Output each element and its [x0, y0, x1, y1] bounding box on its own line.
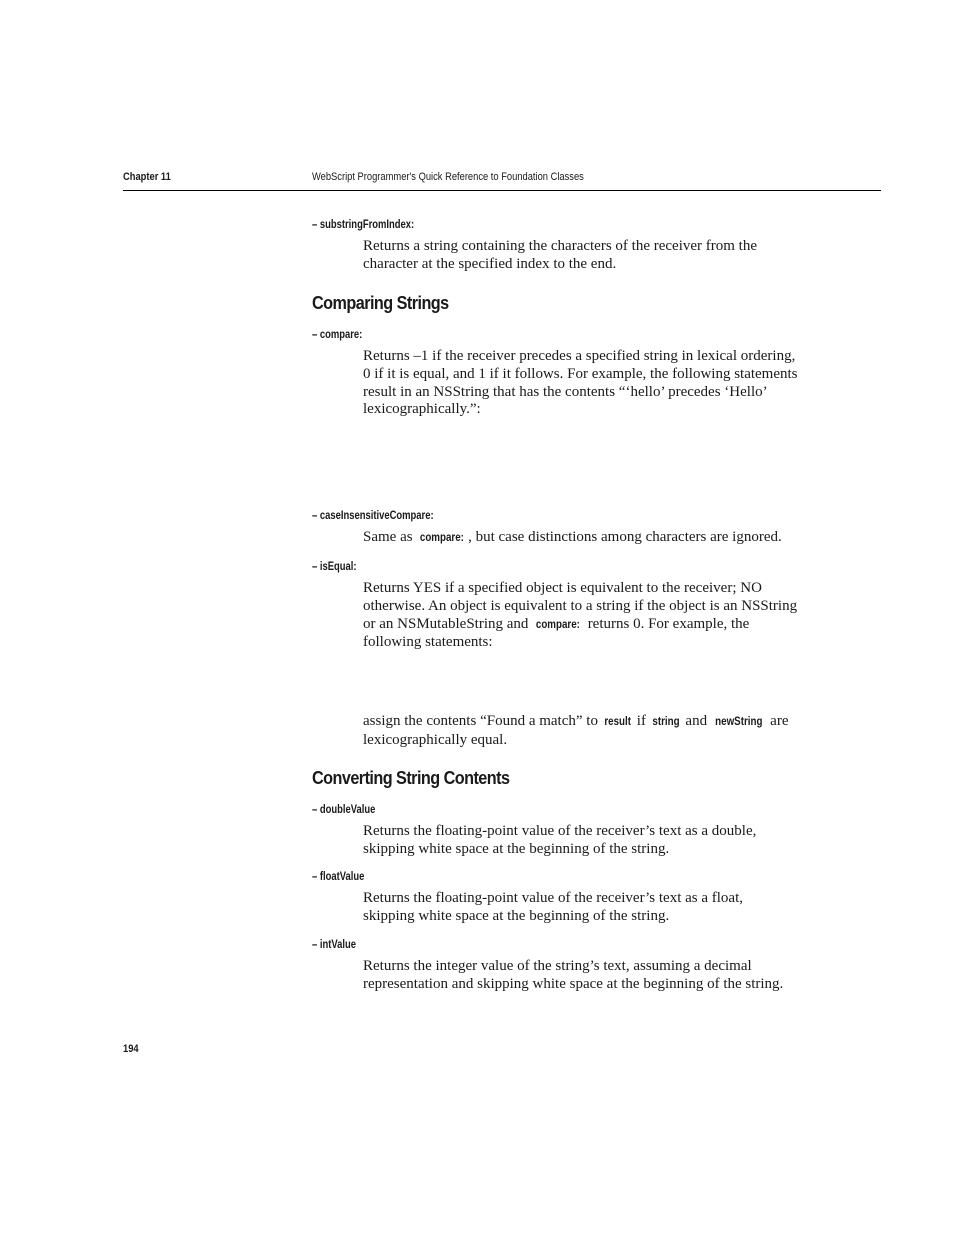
desc-doubleValue: Returns the floating-point value of the receiver’s text as a double, skipping white space at the beginning of the string.	[363, 823, 757, 857]
method-doubleValue: – doubleValue	[312, 804, 376, 816]
method-substringFromIndex: – substringFromIndex:	[312, 219, 415, 231]
desc-isEqual-continued: assign the contents “Found a match” to result if string and newString are lexicographically equal.	[363, 713, 789, 748]
inline-code: newString	[714, 716, 763, 728]
section-heading-converting: Converting String Contents	[312, 768, 510, 788]
method-intValue: – intValue	[312, 939, 357, 951]
page-number: 194	[123, 1043, 139, 1055]
desc-floatValue: Returns the floating-point value of the receiver’s text as a float, skipping white space at the beginning of the string.	[363, 890, 744, 924]
method-caseInsensitiveCompare: – caseInsensitiveCompare:	[312, 510, 434, 522]
running-header-chapter: Chapter 11	[123, 171, 171, 183]
header-rule	[123, 190, 881, 191]
inline-code: result	[604, 716, 631, 728]
desc-intValue: Returns the integer value of the string’s text, assuming a decimal representation and skipping white space at the beginning of the string.	[363, 958, 784, 992]
method-isEqual: – isEqual:	[312, 561, 357, 573]
desc-substringFromIndex: Returns a string containing the characters of the receiver from the character at the specified index to the end.	[363, 238, 758, 272]
desc-compare: Returns –1 if the receiver precedes a specified string in lexical ordering, 0 if it is equal, and 1 if it follows. For example, the following statements result in an NSString that has the contents “‘hello’ precedes ‘Hello’ lexicographically.”:	[363, 348, 798, 418]
desc-isEqual: Returns YES if a specified object is equivalent to the receiver; NO otherwise. An object is equivalent to a string if the object is an NSString or an NSMutableString and compare: returns 0. For example, the following statements:	[363, 580, 798, 651]
desc-caseInsensitiveCompare: Same as compare: , but case distinctions among characters are ignored.	[363, 529, 798, 548]
method-compare: – compare:	[312, 329, 363, 341]
section-heading-comparing: Comparing Strings	[312, 293, 449, 313]
inline-code: string	[652, 716, 680, 728]
running-header-title: WebScript Programmer's Quick Reference to Foundation Classes	[312, 171, 584, 183]
method-floatValue: – floatValue	[312, 871, 365, 883]
inline-code: compare:	[420, 532, 465, 544]
inline-code: compare:	[536, 618, 581, 631]
